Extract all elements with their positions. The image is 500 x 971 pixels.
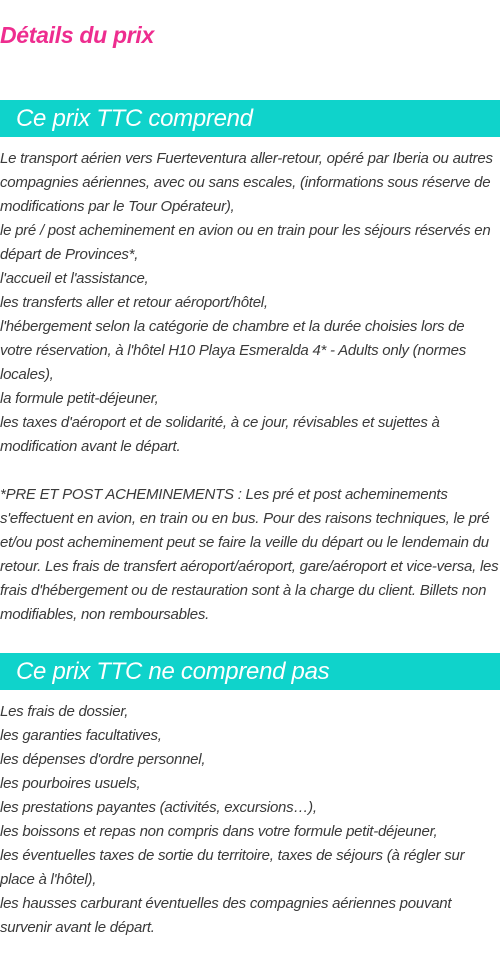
page-title: Détails du prix <box>0 22 154 48</box>
list-item: les dépenses d'ordre personnel, <box>0 751 206 768</box>
list-item: l'hébergement selon la catégorie de chambre et la durée choisies lors de votre réservation, à l'hôtel H10 Playa Esmeralda 4* - Adults only (normes locales), <box>0 318 466 383</box>
included-section-header: Ce prix TTC comprend <box>0 100 500 137</box>
excluded-list <box>0 700 500 940</box>
list-item: les taxes d'aéroport et de solidarité, à ce jour, révisables et sujettes à modification avant le départ. <box>0 414 440 455</box>
list-item: Le transport aérien vers Fuerteventura aller-retour, opéré par Iberia ou autres compagnies aériennes, avec ou sans escales, (informations sous réserve de modifications par le Tour Opérateur), <box>0 150 493 215</box>
acheminement-note: *PRE ET POST ACHEMINEMENTS : Les pré et post acheminements s'effectuent en avion, en train ou en bus. Pour des raisons techniques, le pré et/ou post acheminement peut se faire la veille du départ ou le lendemain du retour. Les frais de transfert aéroport/aéroport, gare/aéroport et vice-versa, les frais d'hébergement ou de restauration sont à la charge du client. Billets non modifiables, non remboursables. <box>0 486 499 623</box>
list-item: Les frais de dossier, <box>0 703 129 720</box>
list-item: les boissons et repas non compris dans votre formule petit-déjeuner, <box>0 823 438 840</box>
list-item: la formule petit-déjeuner, <box>0 390 159 407</box>
excluded-section-header: Ce prix TTC ne comprend pas <box>0 653 500 690</box>
list-item: les pourboires usuels, <box>0 775 141 792</box>
list-item: l'accueil et l'assistance, <box>0 270 149 287</box>
list-item: les garanties facultatives, <box>0 727 162 744</box>
list-item: les éventuelles taxes de sortie du territoire, taxes de séjours (à régler sur place à l'hôtel), <box>0 847 465 888</box>
list-item: les prestations payantes (activités, excursions…), <box>0 799 317 816</box>
list-item: les transferts aller et retour aéroport/hôtel, <box>0 294 268 311</box>
list-item: les hausses carburant éventuelles des compagnies aériennes pouvant survenir avant le départ. <box>0 895 452 936</box>
included-list <box>0 147 500 627</box>
list-item: le pré / post acheminement en avion ou en train pour les séjours réservés en départ de Provinces*, <box>0 222 491 263</box>
